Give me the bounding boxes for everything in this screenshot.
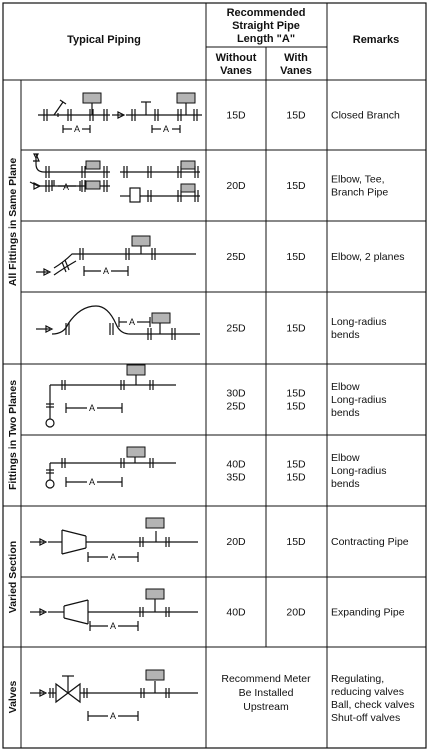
cell-remarks: Branch Pipe bbox=[331, 186, 389, 199]
diagram-contracting-pipe bbox=[30, 518, 198, 562]
cell-remarks: Elbow, Tee, bbox=[331, 173, 385, 186]
valves-remark-line4: Shut-off valves bbox=[331, 712, 401, 724]
diagram-valves bbox=[30, 670, 198, 721]
dimension-label-a: A bbox=[88, 403, 96, 413]
dimension-label-a: A bbox=[162, 124, 170, 134]
diagram-two-planes-elbow bbox=[46, 365, 176, 427]
cell-remarks: bends bbox=[331, 329, 360, 341]
cell-remarks: Expanding Pipe bbox=[331, 606, 405, 619]
cell-without-vanes: 20D bbox=[226, 180, 246, 192]
cell-without-vanes: 15D bbox=[226, 109, 246, 122]
cell-remarks: Elbow bbox=[331, 381, 360, 393]
dimension-label-a: A bbox=[128, 317, 136, 327]
diagram-two-planes-long-radius bbox=[46, 447, 176, 488]
dimension-label-a: A bbox=[102, 266, 110, 276]
header-recommended-line1: Recommended bbox=[226, 7, 306, 19]
cell-remarks: Long-radius bbox=[331, 465, 387, 477]
header-with-line2: Vanes bbox=[280, 65, 312, 77]
dimension-label-a: A bbox=[88, 477, 96, 487]
dimension-label-a: A bbox=[73, 124, 81, 134]
valves-remark-line1: Regulating, bbox=[331, 673, 385, 685]
dimension-label-a: A bbox=[109, 552, 117, 562]
cell-remarks: Elbow, 2 planes bbox=[331, 251, 405, 263]
cell-with-vanes: 15D bbox=[286, 536, 306, 548]
cell-with-vanes: 15D bbox=[286, 400, 306, 413]
header-typical-piping: Typical Piping bbox=[67, 34, 141, 46]
header-without-line1: Without bbox=[215, 52, 257, 64]
cell-without-vanes: 25D bbox=[226, 322, 246, 335]
cell-with-vanes: 15D bbox=[286, 251, 306, 263]
diagram-expanding-pipe bbox=[30, 589, 198, 631]
valves-remark-line3: Ball, check valves bbox=[331, 699, 415, 711]
header-with-line1: With bbox=[284, 52, 308, 64]
header-remarks: Remarks bbox=[352, 34, 400, 46]
cell-with-vanes: 15D bbox=[286, 471, 306, 484]
cell-with-vanes: 15D bbox=[286, 458, 306, 471]
valves-recommend-line2: Be Installed bbox=[238, 687, 294, 699]
cell-with-vanes: 15D bbox=[286, 322, 306, 335]
dimension-label-a: A bbox=[109, 711, 117, 721]
cell-without-vanes: 40D bbox=[226, 458, 246, 471]
cell-without-vanes: 30D bbox=[226, 387, 246, 400]
diagram-long-radius-bends bbox=[36, 306, 200, 340]
cell-without-vanes: 35D bbox=[226, 471, 246, 484]
group-label-same-plane: All Fittings in Same Plane bbox=[7, 157, 19, 287]
diagram-elbow-tee bbox=[30, 154, 200, 202]
group-label-varied-section: Varied Section bbox=[7, 540, 19, 614]
header-without-line2: Vanes bbox=[220, 65, 252, 77]
dimension-label-a: A bbox=[109, 621, 117, 631]
cell-remarks: bends bbox=[331, 407, 360, 419]
dimension-label-a: A bbox=[62, 182, 70, 192]
cell-remarks: Closed Branch bbox=[331, 109, 400, 122]
cell-without-vanes: 25D bbox=[226, 400, 246, 413]
cell-without-vanes: 40D bbox=[226, 606, 246, 619]
cell-with-vanes: 15D bbox=[286, 180, 306, 192]
diagram-closed-branch bbox=[38, 93, 202, 134]
valves-recommend-line1: Recommend Meter bbox=[221, 673, 311, 685]
valves-recommend-line3: Upstream bbox=[243, 701, 289, 713]
valves-remark-line2: reducing valves bbox=[331, 686, 404, 698]
cell-remarks: Contracting Pipe bbox=[331, 536, 409, 548]
header-recommended-line3: Length "A" bbox=[236, 33, 296, 45]
header-recommended-line2: Straight Pipe bbox=[232, 20, 300, 32]
cell-with-vanes: 15D bbox=[286, 109, 306, 122]
cell-with-vanes: 20D bbox=[286, 606, 306, 619]
cell-remarks: bends bbox=[331, 478, 360, 490]
cell-remarks: Long-radius bbox=[331, 394, 387, 406]
group-label-two-planes: Fittings in Two Planes bbox=[7, 379, 19, 491]
cell-remarks: Long-radius bbox=[331, 316, 387, 328]
cell-with-vanes: 15D bbox=[286, 387, 306, 400]
group-label-valves: Valves bbox=[7, 680, 19, 714]
cell-remarks: Elbow bbox=[331, 452, 360, 464]
cell-without-vanes: 25D bbox=[226, 251, 246, 263]
diagram-elbow-2-planes bbox=[36, 236, 196, 276]
cell-without-vanes: 20D bbox=[226, 536, 246, 548]
